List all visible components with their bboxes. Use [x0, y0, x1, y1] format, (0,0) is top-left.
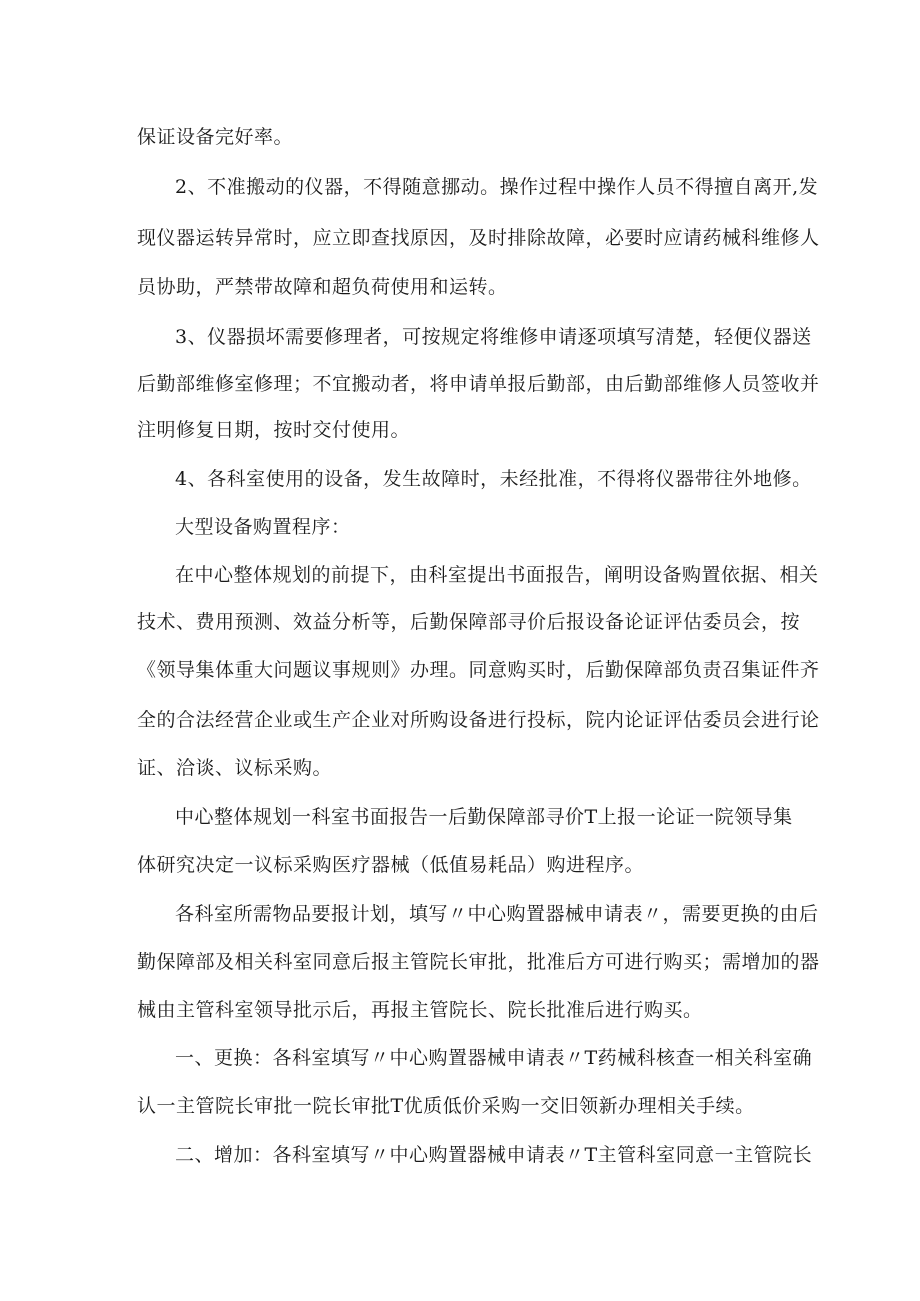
paragraph-line: 员协助，严禁带故障和超负荷使用和运转。 — [137, 276, 508, 298]
paragraph-line: 证、洽谈、议标采购。 — [137, 757, 333, 779]
paragraph-line: 二、增加：各科室填写〃中心购置器械申请表〃T主管科室同意一主管院长 — [175, 1144, 813, 1166]
paragraph-line: 械由主管科室领导批示后，再报主管院长、院长批准后进行购买。 — [137, 999, 703, 1021]
paragraph-line: 中心整体规划一科室书面报告一后勤保障部寻价T上报一论证一院领导集 — [175, 806, 793, 828]
section-heading: 大型设备购置程序： — [175, 516, 351, 538]
paragraph-line: 体研究决定一议标采购医疗器械（低值易耗品）购进程序。 — [137, 854, 645, 876]
paragraph-line: 注明修复日期，按时交付使用。 — [137, 419, 411, 441]
paragraph-line: 3、仪器损坏需要修理者，可按规定将维修申请逐项填写清楚，轻便仪器送 — [175, 326, 812, 348]
paragraph-line: 2、不准搬动的仪器，不得随意挪动。操作过程中操作人员不得擅自离开,发 — [175, 176, 819, 198]
paragraph-line: 后勤部维修室修理；不宜搬动者，将申请单报后勤部，由后勤部维修人员签收并 — [137, 373, 820, 395]
paragraph-line: 一、更换：各科室填写〃中心购置器械申请表〃T药械科核查一相关科室确 — [175, 1047, 813, 1069]
paragraph-line: 现仪器运转异常时，应立即查找原因，及时排除故障，必要时应请药械科维修人 — [137, 227, 820, 249]
paragraph-line: 认一主管院长审批一院长审批T优质低价采购一交旧领新办理相关手续。 — [137, 1095, 755, 1117]
paragraph-line: 《领导集体重大问题议事规则》办理。同意购买时，后勤保障部负责召集证件齐 — [137, 659, 820, 681]
paragraph-line: 各科室所需物品要报计划，填写〃中心购置器械申请表〃，需要更换的由后 — [175, 903, 819, 925]
paragraph-line: 4、各科室使用的设备，发生故障时，未经批准，不得将仪器带往外地修。 — [175, 468, 812, 490]
paragraph-line: 保证设备完好率。 — [137, 126, 294, 148]
paragraph-line: 在中心整体规划的前提下，由科室提出书面报告，阐明设备购置依据、相关 — [175, 564, 819, 586]
paragraph-line: 技术、费用预测、效益分析等，后勤保障部寻价后报设备论证评估委员会，按 — [137, 611, 801, 633]
paragraph-line: 全的合法经营企业或生产企业对所购设备进行投标，院内论证评估委员会进行论 — [137, 709, 820, 731]
paragraph-line: 勤保障部及相关科室同意后报主管院长审批，批准后方可进行购买；需增加的器 — [137, 951, 820, 973]
